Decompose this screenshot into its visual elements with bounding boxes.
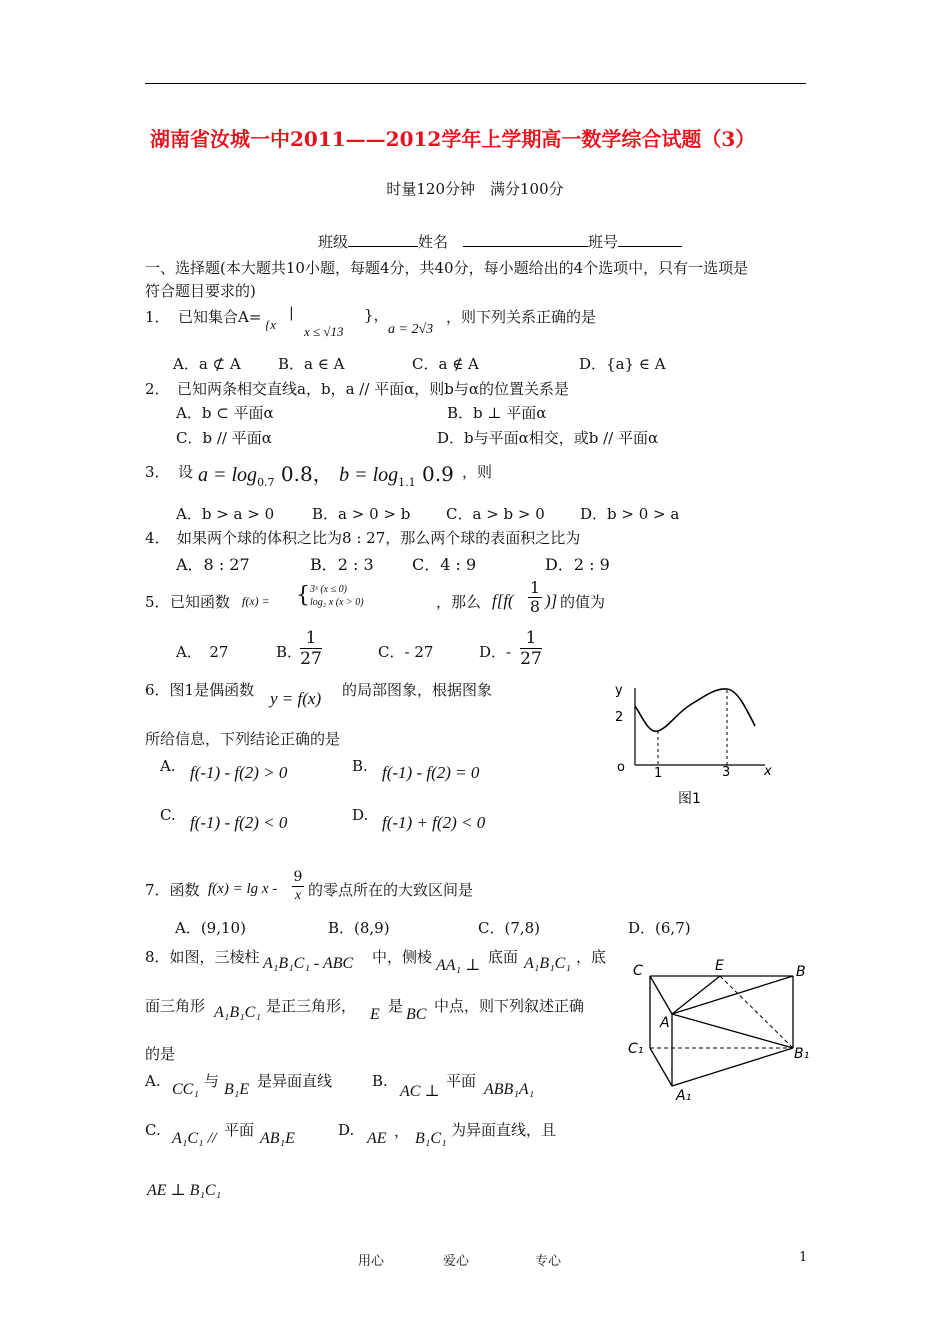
q8-line2-c: 是 [388,997,404,1015]
q3-sub-a: 0.7 [257,476,275,489]
figure-1-graph [605,678,785,813]
q8-line1-d: ，底 [576,948,607,966]
q8-option-a-e2: B₁E [224,1081,250,1098]
field-number-blank[interactable] [618,232,682,247]
q1-option-c: C．a ∉ A [412,355,479,373]
q7-option-a: A．(9,10) [175,919,246,937]
q8-option-d: D. [338,1121,355,1139]
page-number: 1 [799,1250,808,1265]
fig1-label-2: 2 [615,710,624,725]
q5-option-d-frac [520,628,542,669]
q8-line1-b: 中，侧棱 [372,948,433,966]
q5-brace: { [296,583,310,608]
q6-option-b: B. [352,757,368,775]
q6-option-d: D. [352,806,369,824]
q8-option-d-b: ， [394,1122,410,1140]
q8-option-d-e2: B₁C₁ [415,1130,447,1147]
prism-label-b1: B₁ [794,1046,810,1062]
q8-option-d-e3: AE ⊥ B₁C₁ [147,1182,222,1199]
q8-option-d-c: 为异面直线，且 [451,1121,557,1139]
q1-text-b: ，则下列关系正确的是 [446,308,597,326]
fig1-label-1: 1 [654,766,663,781]
prism-edge-ca [650,976,672,1014]
prism-figure [620,952,815,1104]
q5-pre: 已知函数 [170,593,231,611]
fig1-curve [635,689,755,731]
q3-option-c: C．a > b > 0 [446,505,545,523]
prism-edge-c1a1 [650,1048,672,1086]
page-title: 湖南省汝城一中2011——2012学年上学期高一数学综合试题（3） [150,127,756,151]
footer-item-1: 用心 [358,1254,385,1269]
q8-option-c-e2: AB₁E [260,1130,295,1147]
top-rule [145,83,806,84]
q8-line2-b: 是正三角形， [266,997,357,1015]
q5-option-b-frac [300,628,322,669]
q3-post: ，则 [462,463,493,481]
q8-line2-e3: BC [406,1006,427,1023]
fig1-label-x: x [764,764,772,779]
page-subtitle: 时量120分钟 满分100分 [386,180,564,198]
fig1-caption: 图1 [678,791,701,807]
q5-option-b-den: 27 [300,649,322,669]
q8-line3: 的是 [145,1045,176,1063]
q5-mid: ，那么 [436,593,482,611]
q5-case1: 3ˣ (x ≤ 0) [310,584,347,595]
q4-text: 4． 如果两个球的体积之比为8 : 27，那么两个球的表面积之比为 [145,529,581,547]
q1-set-bar: | [289,305,294,321]
q5-expr: f[f( [492,591,514,610]
q8-line1-e2: AA₁ ⊥ [436,957,481,974]
q2-option-a: A．b ⊂ 平面α [176,404,274,422]
prism-label-a: A [660,1015,670,1031]
q5-frac [528,579,542,616]
q5-fx: f(x) = [242,594,270,608]
info-fields [318,232,682,252]
q8-option-c: C. [145,1121,161,1139]
q1-set-open: {x [265,317,276,332]
prism-label-b: B [796,964,806,980]
prism-label-a1: A₁ [676,1088,692,1104]
q8-line2-e2: E [370,1006,380,1023]
section-heading-line2: 符合题目要求的) [145,282,256,300]
q6-option-a-expr: f(-1) - f(2) > 0 [190,763,288,782]
q4-option-c: C．4 : 9 [412,555,477,574]
fig1-label-3: 3 [722,765,731,780]
q1-a-def: a = 2√3 [388,322,434,337]
q6-line2: 所给信息，下列结论正确的是 [145,730,341,748]
q2-option-b: B．b ⊥ 平面α [447,404,547,422]
prism-label-e: E [715,958,724,974]
q2-text: 2． 已知两条相交直线a，b，a // 平面α，则b与α的位置关系是 [145,380,570,398]
q6-line1-b: 的局部图象，根据图象 [342,681,493,699]
prism-label-c1: C₁ [628,1041,644,1057]
q5-expr-end: )] [545,591,558,610]
q5-option-d-num: 1 [525,628,537,648]
q1-option-a: A．a ⊄ A [173,355,241,373]
section-heading-line1: 一、选择题(本大题共10小题，每题4分，共40分，每小题给出的4个选项中，只有一选项是 [145,259,749,277]
q5-option-d: D．- [479,643,512,661]
q8-option-a-c: 是异面直线 [257,1072,333,1090]
q5-option-b-num: 1 [305,628,317,648]
q6-option-c: C. [160,806,176,824]
field-class-blank[interactable] [348,232,418,247]
q6-line1-a: 6．图1是偶函数 [145,681,255,699]
q7-option-d: D．(6,7) [628,919,691,937]
q8-option-b: B. [372,1072,388,1090]
q6-option-d-expr: f(-1) + f(2) < 0 [382,813,486,832]
q5-option-c: C．- 27 [378,643,434,661]
field-name-blank[interactable] [463,232,588,247]
prism-edge-ab1 [672,1014,793,1048]
q3-expression [198,461,454,496]
prism-edge-ab [672,976,793,1014]
q4-option-b: B．2 : 3 [310,555,374,574]
prism-edge-ae [672,976,720,1014]
q8-option-c-b: 平面 [224,1121,255,1139]
q7-frac-den: x [292,886,304,905]
q8-option-d-e1: AE [367,1130,387,1147]
q3-expr-a: a = log [198,464,258,486]
q7-option-b: B．(8,9) [328,919,390,937]
q8-option-c-e1: A₁C₁ // [172,1130,217,1147]
field-number-label: 班号 [588,233,619,251]
q8-line1-a: 8．如图，三棱柱 [145,948,260,966]
q3-sub-b: 1.1 [398,476,416,489]
q8-line2-e1: A₁B₁C₁ [214,1004,261,1021]
prism-edge-a1b1 [672,1048,793,1086]
footer-item-3: 专心 [535,1254,562,1269]
field-class-label: 班级 [318,233,349,251]
q4-option-d: D．2 : 9 [545,555,610,574]
fig1-label-y: y [615,683,623,698]
q7-option-c: C．(7,8) [478,919,541,937]
q5-frac-num: 1 [529,578,541,597]
q8-option-b-e2: ABB₁A₁ [484,1081,535,1098]
q3-num: 3． [145,463,170,481]
q7-frac-num: 9 [293,869,303,885]
q3-option-a: A．b > a > 0 [176,505,275,523]
q8-line1-c: 底面 [488,948,519,966]
q2-option-c: C．b // 平面α [176,429,272,447]
q1-set-cond: x ≤ √13 [304,324,344,339]
q8-option-b-b: 平面 [446,1072,477,1090]
q6-option-a: A. [160,757,176,775]
q8-option-a: A. [145,1072,161,1090]
q3-val-a: 0.8， [274,462,333,486]
q8-line1-e3: A₁B₁C₁ [524,955,571,972]
q8-option-b-e1: AC ⊥ [400,1083,440,1100]
q5-option-d-den: 27 [520,649,542,669]
q8-line2-d: 中点，则下列叙述正确 [434,997,585,1015]
q7-post: 的零点所在的大致区间是 [308,881,474,899]
q5-num: 5． [145,593,170,611]
q5-post: 的值为 [560,593,606,611]
fig1-label-o: o [617,760,625,775]
q3-expr-b: b = log [339,464,399,486]
q7-pre: 7．函数 [145,881,200,899]
q3-val-b: 0.9 [415,462,454,486]
q8-option-a-b: 与 [204,1072,220,1090]
q6-option-b-expr: f(-1) - f(2) = 0 [382,763,480,782]
q5-frac-den: 8 [529,597,541,616]
q1-num: 1． [145,308,170,326]
q2-option-d: D．b与平面α相交，或b // 平面α [437,429,659,447]
q3-pre: 设 [178,463,194,481]
q6-line1-expr: y = f(x) [270,689,322,708]
q5-option-b: B． [276,643,303,661]
q1-set-close: }， [364,306,389,324]
q3-option-d: D．b > 0 > a [580,505,680,523]
q8-line1-e1: A₁B₁C₁ - ABC [263,955,354,972]
q5-option-a: A． 27 [176,643,229,661]
q3-option-b: B．a > 0 > b [312,505,411,523]
q7-frac [292,868,304,905]
q8-line2-a: 面三角形 [145,997,206,1015]
q1-text-a: 已知集合A= [178,308,262,326]
q8-option-a-e1: CC₁ [172,1081,199,1098]
q7-fx: f(x) = lg x - [208,881,278,897]
q1-option-b: B．a ∈ A [278,355,345,373]
footer-item-2: 爱心 [443,1254,470,1269]
q1-option-d: D．{a} ∈ A [579,355,666,373]
prism-label-c: C [633,963,643,979]
q4-option-a: A．8 : 27 [176,555,250,574]
field-name-label: 姓名 [418,233,449,251]
q5-case2: log₂ x (x > 0) [310,597,364,608]
q6-option-c-expr: f(-1) - f(2) < 0 [190,813,288,832]
